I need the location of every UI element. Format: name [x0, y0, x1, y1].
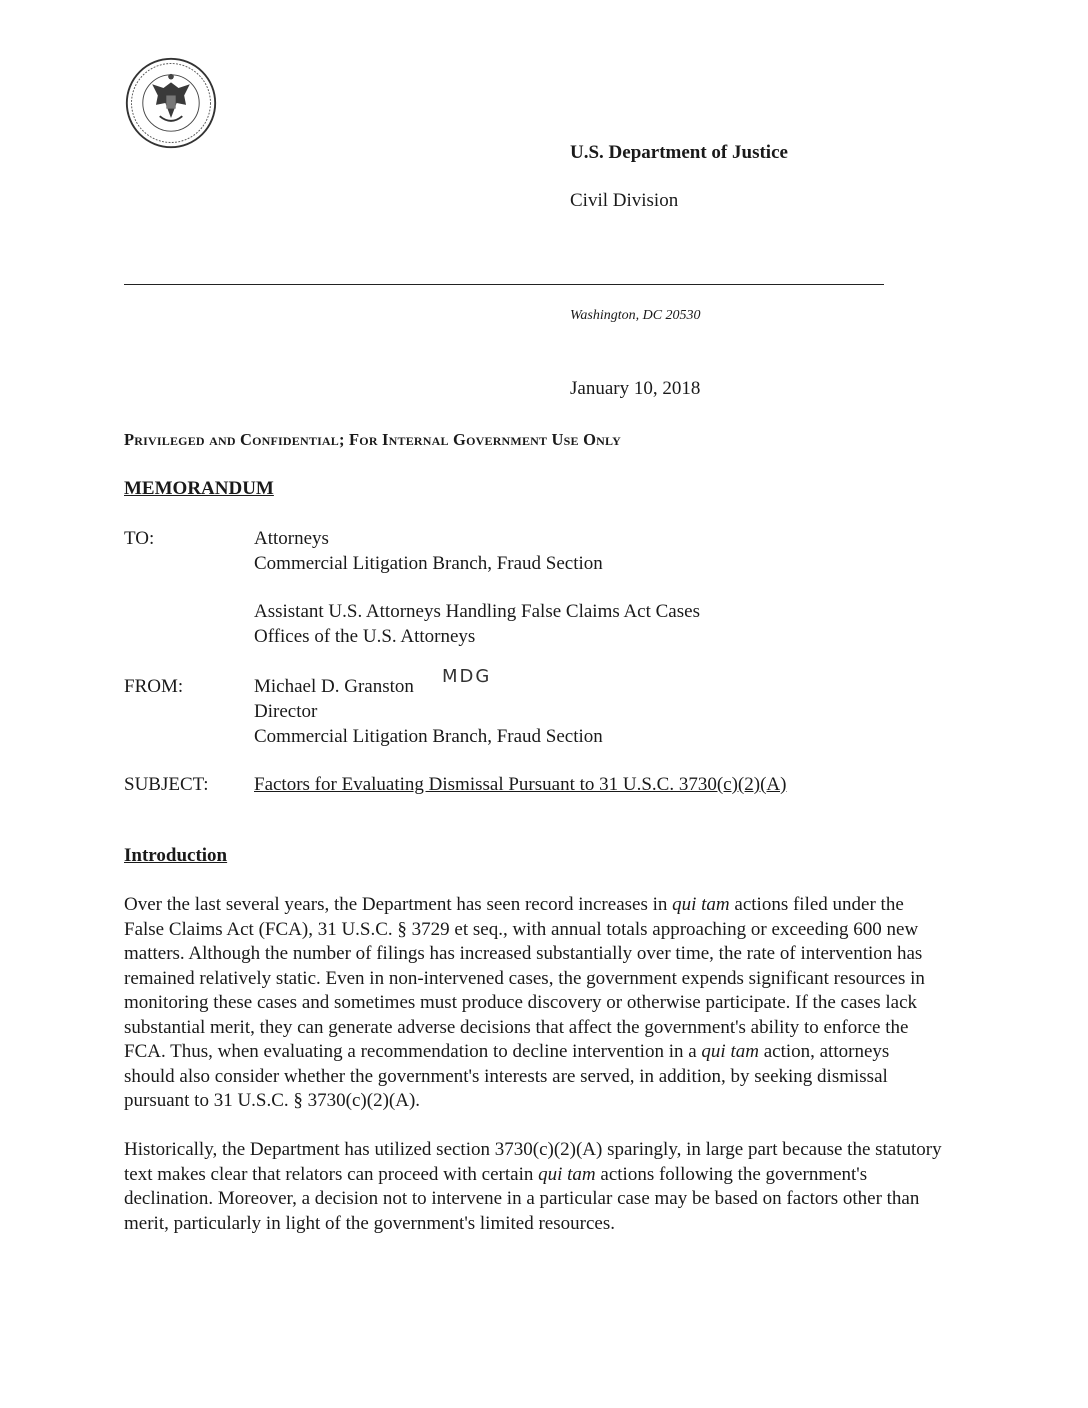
- to-line-3: Assistant U.S. Attorneys Handling False Claims Act Cases: [254, 601, 700, 622]
- introduction-paragraph-2: Historically, the Department has utilized section 3730(c)(2)(A) sparingly, in large part because the statutory text makes clear that relators can proceed with certain qui tam actions following the government's declination. Moreover, a decision not to intervene in a particular case may be based on factors other than merit, particularly in light of the government's limited resources.: [124, 1139, 942, 1234]
- memo-title: MEMORANDUM: [124, 478, 274, 499]
- address: Washington, DC 20530: [570, 308, 701, 323]
- from-line-1: Michael D. Granston: [254, 676, 414, 697]
- to-line-1: Attorneys: [254, 528, 329, 549]
- handwritten-initials: MDG: [442, 666, 492, 687]
- subject-text: Factors for Evaluating Dismissal Pursuant to 31 U.S.C. 3730(c)(2)(A): [254, 774, 787, 795]
- doj-seal-icon: [124, 56, 218, 150]
- to-line-2: Commercial Litigation Branch, Fraud Section: [254, 553, 603, 574]
- memo-date: January 10, 2018: [570, 378, 701, 399]
- to-line-4: Offices of the U.S. Attorneys: [254, 626, 476, 647]
- to-label: TO:: [124, 528, 155, 549]
- header-divider: [124, 284, 884, 285]
- classification-banner: Privileged and Confidential; For Internal Government Use Only: [124, 430, 621, 449]
- introduction-heading: Introduction: [124, 845, 228, 866]
- introduction-paragraph-1: Over the last several years, the Department has seen record increases in qui tam actions filed under the False Claims Act (FCA), 31 U.S.C. § 3729 et seq., with annual totals approaching or exceeding 600 new matters. Although the number of filings has increased substantially over time, the rate of intervention has remained relatively static. Even in non-intervened cases, the government expends significant resources in monitoring these cases and sometimes must produce discovery or otherwise participate. If the cases lack substantial merit, they can generate adverse decisions that affect the government's ability to enforce the FCA. Thus, when evaluating a recommendation to decline intervention in a qui tam action, attorneys should also consider whether the government's interests are served, in addition, by seeking dismissal pursuant to 31 U.S.C. § 3730(c)(2)(A).: [124, 894, 925, 1111]
- subject-label: SUBJECT:: [124, 774, 209, 795]
- from-line-3: Commercial Litigation Branch, Fraud Section: [254, 726, 603, 747]
- division-name: Civil Division: [570, 190, 679, 211]
- from-line-2: Director: [254, 701, 318, 722]
- from-label: FROM:: [124, 676, 184, 697]
- department-name: U.S. Department of Justice: [570, 142, 788, 163]
